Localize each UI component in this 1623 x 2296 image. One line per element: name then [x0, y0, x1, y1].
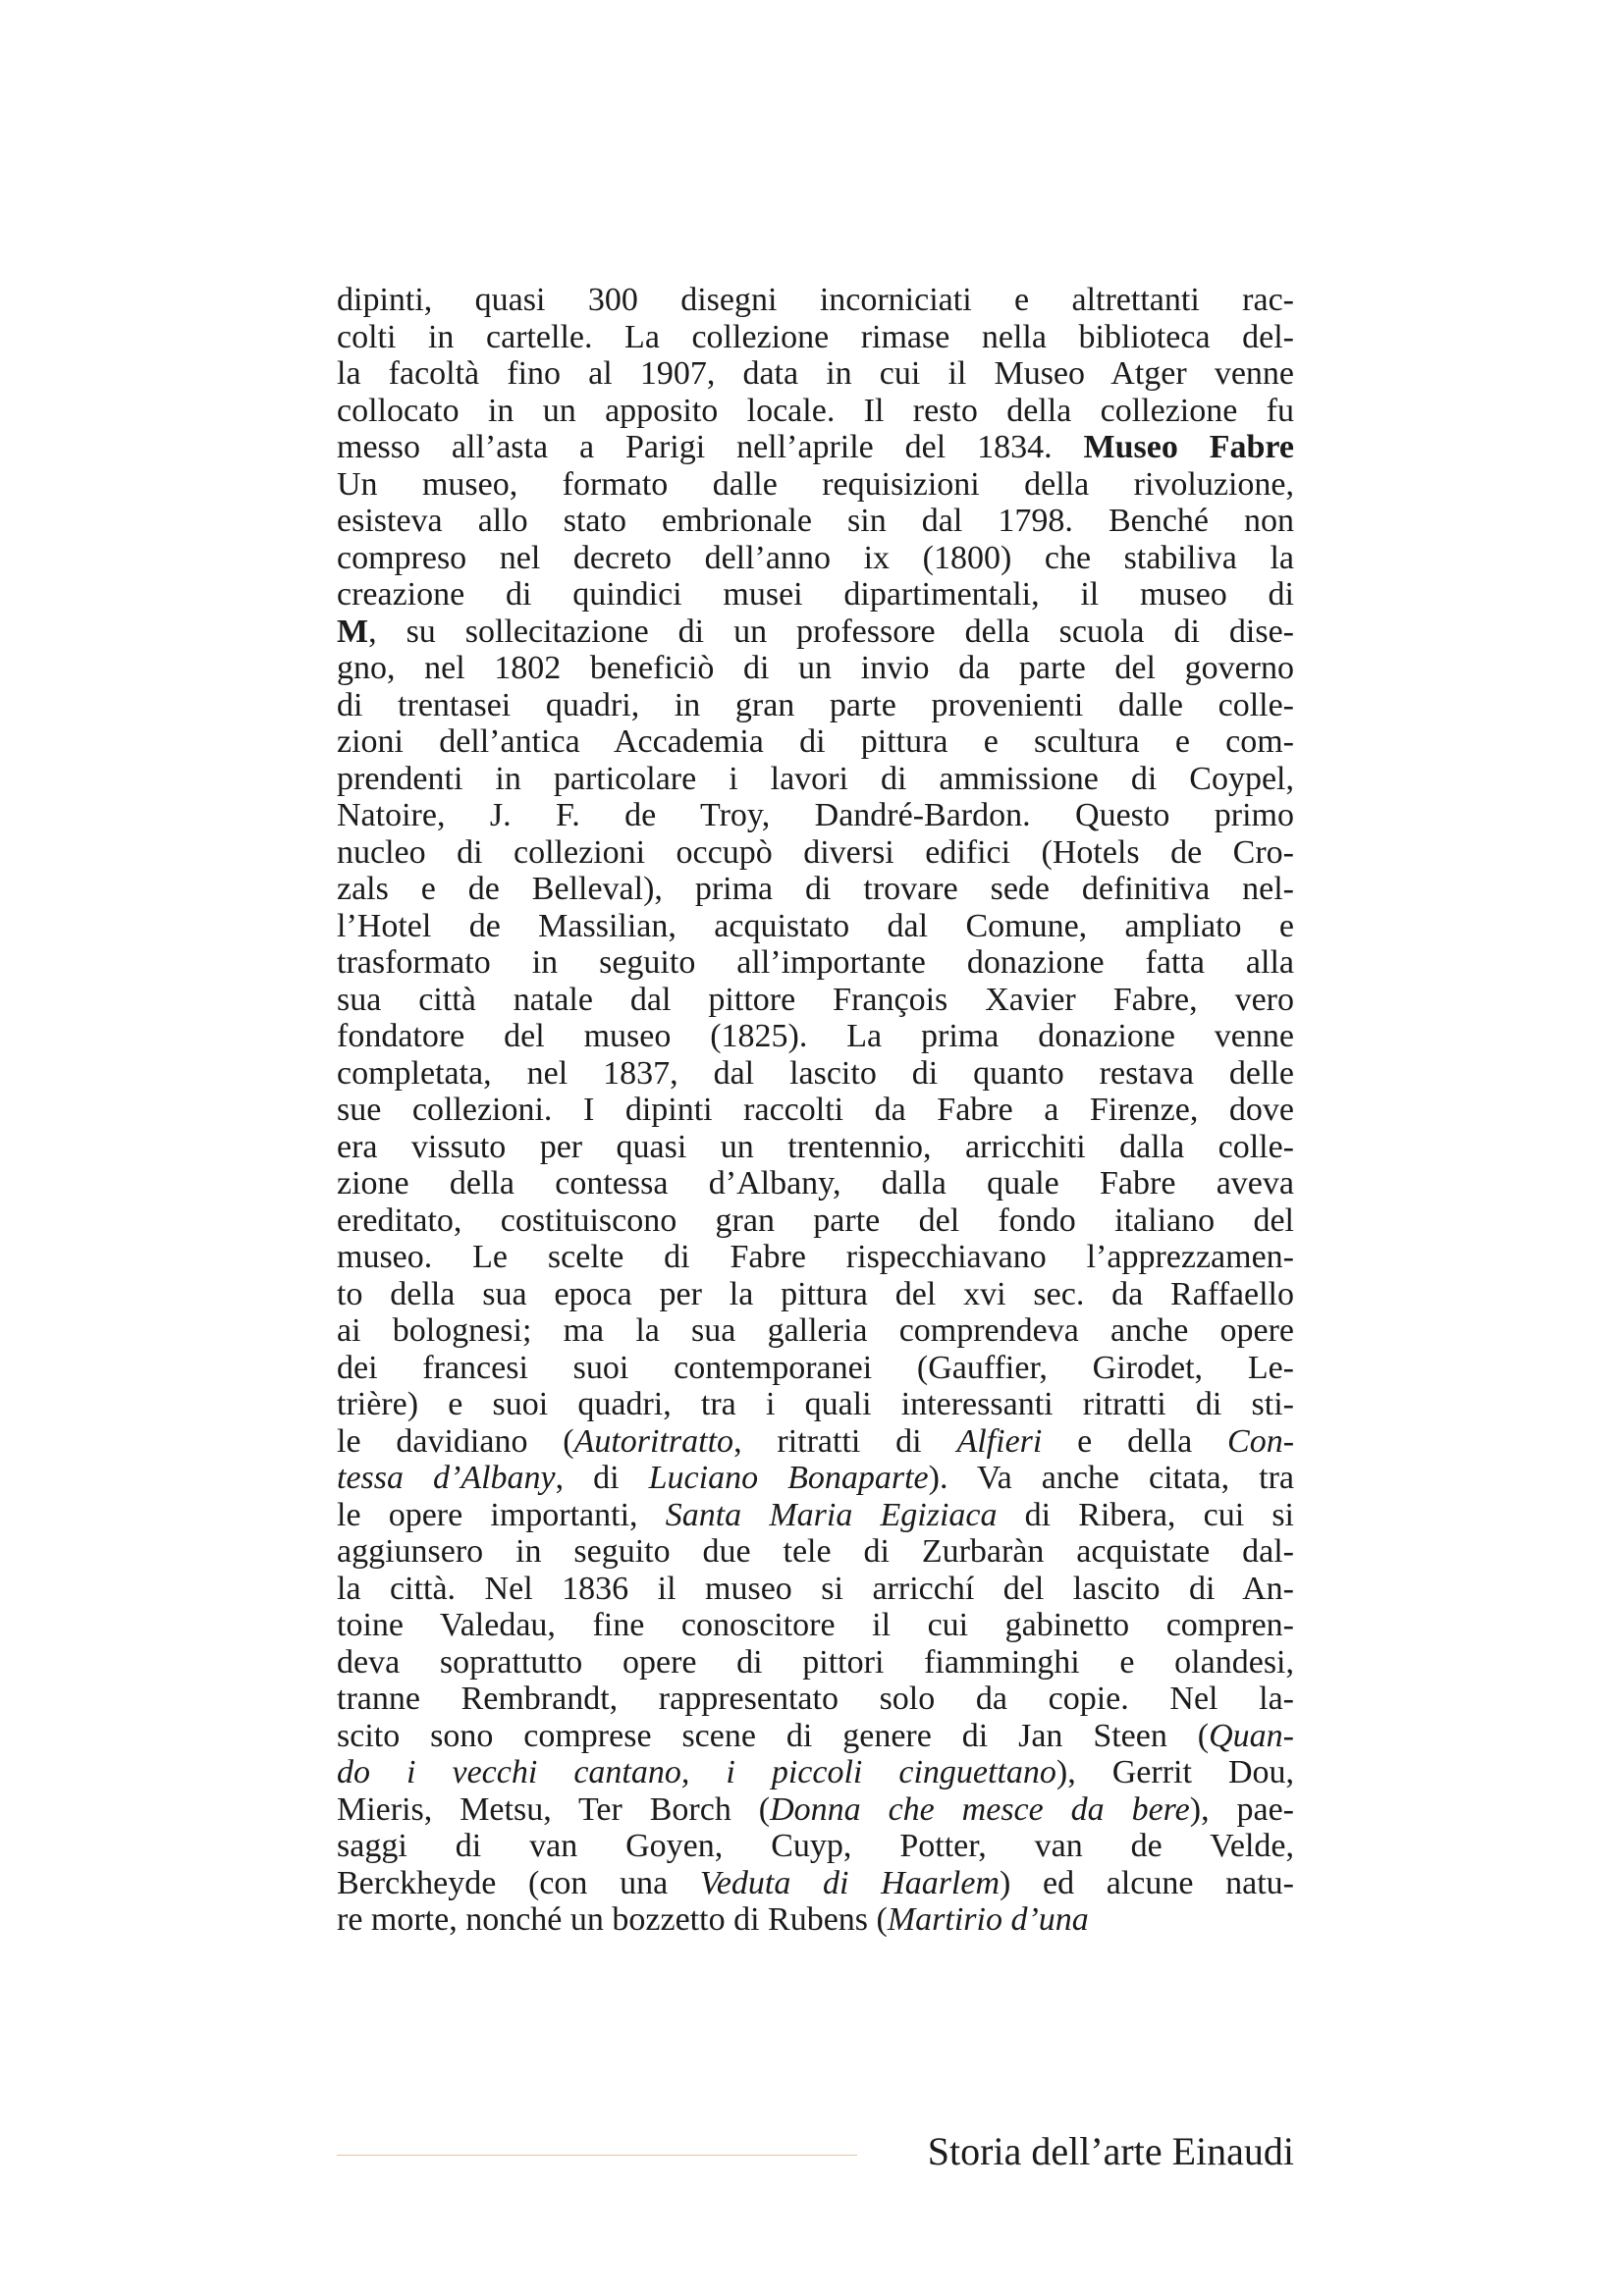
text-line [337, 1386, 1294, 1423]
text-line [337, 1423, 1294, 1461]
body-text [337, 282, 1294, 1939]
text-line [337, 1018, 1294, 1055]
italic-text: Con- [1227, 1422, 1295, 1460]
italic-text: Santa Maria Egiziaca [665, 1496, 998, 1533]
text-line [337, 503, 1294, 540]
italic-text: tessa d’Albany [337, 1460, 556, 1496]
text-segment: di trentasei quadri, in gran parte provenienti dalle colle- [337, 686, 1294, 723]
text-line [337, 1571, 1294, 1608]
text-line [337, 540, 1294, 577]
text-segment: la città. Nel 1836 il museo si arricchí del lascito di An- [337, 1570, 1294, 1607]
text-line [337, 834, 1294, 872]
text-line [337, 723, 1294, 761]
text-segment: l’Hotel de Massilian, acquistato dal Comune, ampliato e [337, 907, 1294, 944]
text-line [337, 1276, 1294, 1313]
text-segment: museo. Le scelte di Fabre rispecchiavano l’apprezzamen- [337, 1239, 1294, 1275]
text-line [337, 1092, 1294, 1129]
text-line [337, 982, 1294, 1019]
text-segment: to della sua epoca per la pittura del xvi sec. da Raffaello [337, 1275, 1294, 1312]
footer-title: Storia dell’arte Einaudi [927, 2129, 1294, 2173]
text-line [337, 1754, 1294, 1791]
text-segment: zione della contessa d’Albany, dalla quale Fabre aveva [337, 1165, 1294, 1201]
text-line [337, 1718, 1294, 1755]
text-segment: ereditato, costituiscono gran parte del fondo italiano del [337, 1201, 1294, 1239]
text-line [337, 466, 1294, 504]
text-line [337, 871, 1294, 908]
text-segment: scito sono comprese scene di genere di Jan Steen ( [337, 1717, 1210, 1754]
text-line [337, 687, 1294, 724]
text-line [337, 355, 1294, 393]
text-line [337, 1644, 1294, 1682]
italic-text: Luciano Bonaparte [648, 1460, 929, 1496]
text-segment: zioni dell’antica Accademia di pittura e scultura e com- [337, 723, 1294, 760]
text-line [337, 1239, 1294, 1276]
text-line [337, 319, 1294, 356]
text-segment: gno, nel 1802 beneficiò di un invio da parte del governo [337, 650, 1294, 686]
text-segment: prendenti in particolare i lavori di ammissione di Coypel, [337, 760, 1294, 797]
text-segment: sue collezioni. I dipinti raccolti da Fabre a Firenze, dove [337, 1092, 1294, 1128]
text-segment: , ritratti di [733, 1422, 957, 1460]
text-line [337, 1791, 1294, 1829]
text-line [337, 393, 1294, 430]
text-line [337, 1350, 1294, 1387]
text-segment: ) ed alcune natu- [1000, 1864, 1294, 1901]
text-line [337, 282, 1294, 319]
italic-text: Donna che mesce da bere [770, 1790, 1190, 1828]
text-segment: ai bolognesi; ma la sua galleria comprendeva anche opere [337, 1312, 1294, 1349]
text-segment: esisteva allo stato embrionale sin dal 1798. Benché non [337, 503, 1294, 539]
text-segment: dei francesi suoi contemporanei (Gauffier, Girodet, Le- [337, 1349, 1294, 1386]
text-segment: creazione di quindici musei dipartimentali, il museo di [337, 576, 1294, 613]
text-segment: compreso nel decreto dell’anno ix (1800) che stabiliva la [337, 539, 1294, 576]
text-segment: , di [555, 1460, 649, 1496]
text-segment: e della [1042, 1422, 1228, 1460]
text-segment: Natoire, J. F. de Troy, Dandré-Bardon. Questo primo [337, 797, 1294, 833]
text-segment: re morte, nonché un bozzetto di Rubens ( [337, 1901, 888, 1938]
text-segment: deva soprattutto opere di pittori fiamminghi e olandesi, [337, 1643, 1294, 1681]
text-line [337, 1055, 1294, 1093]
text-segment: la facoltà fino al 1907, data in cui il Museo Atger venne [337, 355, 1294, 392]
text-segment: Berckheyde (con una [337, 1864, 700, 1901]
text-segment: di Ribera, cui si [997, 1496, 1294, 1533]
text-segment: trière) e suoi quadri, tra i quali interessanti ritratti di sti- [337, 1386, 1294, 1422]
text-line [337, 1460, 1294, 1497]
text-segment: era vissuto per quasi un trentennio, arricchiti dalla colle- [337, 1128, 1294, 1165]
text-segment: le davidiano ( [337, 1422, 574, 1460]
text-segment: zals e de Belleval), prima di trovare sede definitiva nel- [337, 871, 1294, 907]
bold-text: Museo Fabre [1083, 429, 1294, 465]
italic-text: do i vecchi cantano, i piccoli cinguettano [337, 1754, 1056, 1790]
text-line [337, 1828, 1294, 1865]
text-segment: completata, nel 1837, dal lascito di quanto restava delle [337, 1054, 1294, 1092]
text-segment: ). Va anche citata, tra [928, 1460, 1294, 1496]
text-segment: saggi di van Goyen, Cuyp, Potter, van de Velde, [337, 1828, 1294, 1864]
text-line [337, 650, 1294, 687]
text-line [337, 1165, 1294, 1202]
text-segment: toine Valedau, fine conoscitore il cui gabinetto compren- [337, 1607, 1294, 1643]
text-line [337, 429, 1294, 466]
text-line [337, 576, 1294, 614]
text-line [337, 1607, 1294, 1644]
italic-text: Martirio d’una [887, 1901, 1089, 1938]
text-line [337, 1533, 1294, 1571]
text-line [337, 761, 1294, 798]
text-segment: collocato in un apposito locale. Il resto della collezione fu [337, 392, 1294, 429]
text-segment: messo all’asta a Parigi nell’aprile del 1834. [337, 429, 1084, 465]
bold-text: M [337, 613, 369, 650]
text-segment: aggiunsero in seguito due tele di Zurbaràn acquistate dal- [337, 1533, 1294, 1570]
text-line [337, 1865, 1294, 1902]
text-line [337, 797, 1294, 834]
italic-text: Autoritratto [573, 1422, 734, 1460]
text-segment: colti in cartelle. La collezione rimase nella biblioteca del- [337, 318, 1294, 355]
text-line [337, 944, 1294, 982]
text-segment: sua città natale dal pittore François Xavier Fabre, vero [337, 981, 1294, 1018]
text-line [337, 1129, 1294, 1166]
text-segment: dipinti, quasi 300 disegni incorniciati e altrettanti rac- [337, 282, 1294, 318]
footer-rule [337, 2155, 857, 2156]
text-line [337, 1681, 1294, 1718]
italic-text: Veduta di Haarlem [699, 1864, 1001, 1901]
text-segment: fondatore del museo (1825). La prima donazione venne [337, 1018, 1294, 1054]
text-segment: ), Gerrit Dou, [1055, 1754, 1295, 1790]
text-segment: , su sollecitazione di un professore della scuola di dise- [368, 613, 1294, 650]
text-line [337, 1312, 1294, 1350]
italic-text: Quan- [1209, 1717, 1294, 1754]
text-segment: nucleo di collezioni occupò diversi edifici (Hotels de Cro- [337, 833, 1294, 871]
text-line [337, 908, 1294, 945]
text-line [337, 1901, 1294, 1939]
text-segment: Un museo, formato dalle requisizioni della rivoluzione, [337, 465, 1294, 503]
text-segment: Mieris, Metsu, Ter Borch ( [337, 1790, 771, 1828]
text-line [337, 1497, 1294, 1534]
italic-text: Alfieri [956, 1422, 1043, 1460]
text-segment: le opere importanti, [337, 1496, 666, 1533]
text-line [337, 1202, 1294, 1240]
text-segment: trasformato in seguito all’importante donazione fatta alla [337, 944, 1294, 981]
text-segment: tranne Rembrandt, rappresentato solo da copie. Nel la- [337, 1681, 1294, 1717]
text-segment: ), pae- [1189, 1790, 1295, 1828]
text-line [337, 614, 1294, 651]
